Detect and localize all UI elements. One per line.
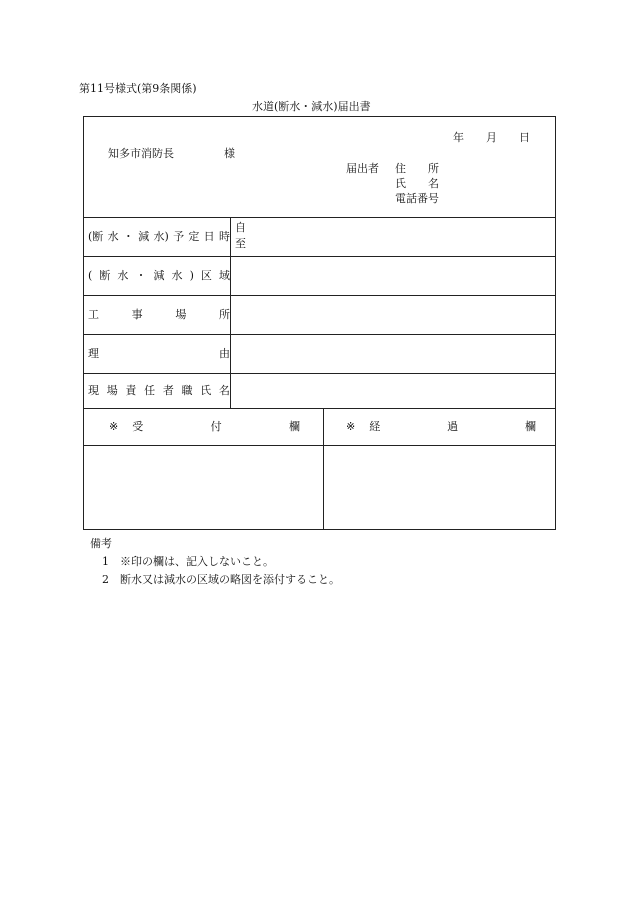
label-char: ※ bbox=[346, 420, 356, 433]
document-title: 水道(断水・減水)届出書 bbox=[252, 100, 371, 113]
addressee: 知多市消防長 bbox=[108, 147, 174, 160]
note-number: 2 bbox=[102, 573, 109, 586]
to-label: 至 bbox=[235, 237, 246, 250]
scheduled-datetime-label bbox=[88, 230, 230, 244]
label-char: ・ bbox=[135, 269, 147, 282]
honorific: 様 bbox=[224, 147, 235, 160]
label-char: 事 bbox=[131, 308, 143, 321]
label-char: 名 bbox=[428, 177, 439, 190]
label-char: 水 bbox=[171, 269, 183, 282]
label-char: 付 bbox=[210, 420, 222, 433]
label-char: 場 bbox=[175, 308, 187, 321]
label-char: 工 bbox=[88, 308, 99, 321]
label-char: 定 bbox=[188, 230, 200, 243]
divider bbox=[323, 408, 324, 530]
date-line bbox=[453, 131, 530, 145]
notes-title: 備考 bbox=[90, 537, 112, 550]
from-label: 自 bbox=[235, 221, 246, 234]
name-label bbox=[395, 177, 439, 191]
label-char: 理 bbox=[88, 347, 99, 360]
label-char: 所 bbox=[218, 308, 230, 321]
label-char: 水 bbox=[117, 269, 129, 282]
note-text: 断水又は減水の区域の略図を添付すること。 bbox=[120, 573, 340, 586]
divider bbox=[230, 217, 231, 408]
divider bbox=[84, 217, 555, 218]
divider bbox=[84, 334, 555, 335]
construction-site-label bbox=[88, 308, 230, 322]
label-char: 氏 bbox=[200, 384, 212, 397]
label-char: 時 bbox=[218, 230, 230, 243]
note-text: ※印の欄は、記入しないこと。 bbox=[120, 555, 274, 568]
divider bbox=[84, 373, 555, 374]
notifier-label: 届出者 bbox=[346, 162, 379, 175]
label-char: 氏 bbox=[395, 177, 406, 190]
label-char: 減 bbox=[138, 230, 150, 243]
label-char: 断 bbox=[99, 269, 111, 282]
site-manager-label bbox=[88, 384, 230, 398]
label-char: 現 bbox=[88, 384, 99, 397]
label-char: ※ bbox=[109, 420, 119, 433]
label-char: 職 bbox=[181, 384, 193, 397]
label-char: 水 bbox=[107, 230, 119, 243]
divider bbox=[84, 445, 555, 446]
reception-column-header bbox=[109, 420, 300, 434]
divider bbox=[84, 408, 555, 409]
form-table bbox=[83, 116, 556, 530]
address-label bbox=[395, 162, 439, 176]
divider bbox=[84, 256, 555, 257]
label-char: 責 bbox=[125, 384, 137, 397]
label-char: (断 bbox=[88, 230, 104, 243]
label-char: 減 bbox=[153, 269, 165, 282]
month-label: 月 bbox=[486, 131, 497, 144]
label-char: 域 bbox=[218, 269, 230, 282]
label-char: 名 bbox=[218, 384, 230, 397]
year-label: 年 bbox=[453, 131, 464, 144]
label-char: 日 bbox=[203, 230, 215, 243]
phone-label: 電話番号 bbox=[395, 192, 439, 205]
label-char: 予 bbox=[173, 230, 185, 243]
label-char: 経 bbox=[369, 420, 381, 433]
reason-label bbox=[88, 347, 230, 361]
area-label bbox=[88, 269, 230, 283]
label-char: 由 bbox=[219, 347, 230, 360]
label-char: 所 bbox=[428, 162, 439, 175]
form-code: 第11号様式(第9条関係) bbox=[79, 82, 197, 95]
label-char: 住 bbox=[395, 162, 406, 175]
label-char: 任 bbox=[144, 384, 156, 397]
label-char: ( bbox=[88, 269, 93, 282]
progress-column-header bbox=[346, 420, 536, 434]
label-char: 場 bbox=[106, 384, 118, 397]
label-char: ) bbox=[189, 269, 194, 282]
note-number: 1 bbox=[102, 555, 109, 568]
label-char: 欄 bbox=[289, 420, 300, 433]
day-label: 日 bbox=[519, 131, 530, 144]
label-char: 区 bbox=[200, 269, 212, 282]
label-char: 水) bbox=[153, 230, 169, 243]
label-char: ・ bbox=[122, 230, 134, 243]
label-char: 受 bbox=[132, 420, 144, 433]
label-char: 過 bbox=[447, 420, 459, 433]
label-char: 者 bbox=[162, 384, 174, 397]
label-char: 欄 bbox=[525, 420, 536, 433]
divider bbox=[84, 295, 555, 296]
